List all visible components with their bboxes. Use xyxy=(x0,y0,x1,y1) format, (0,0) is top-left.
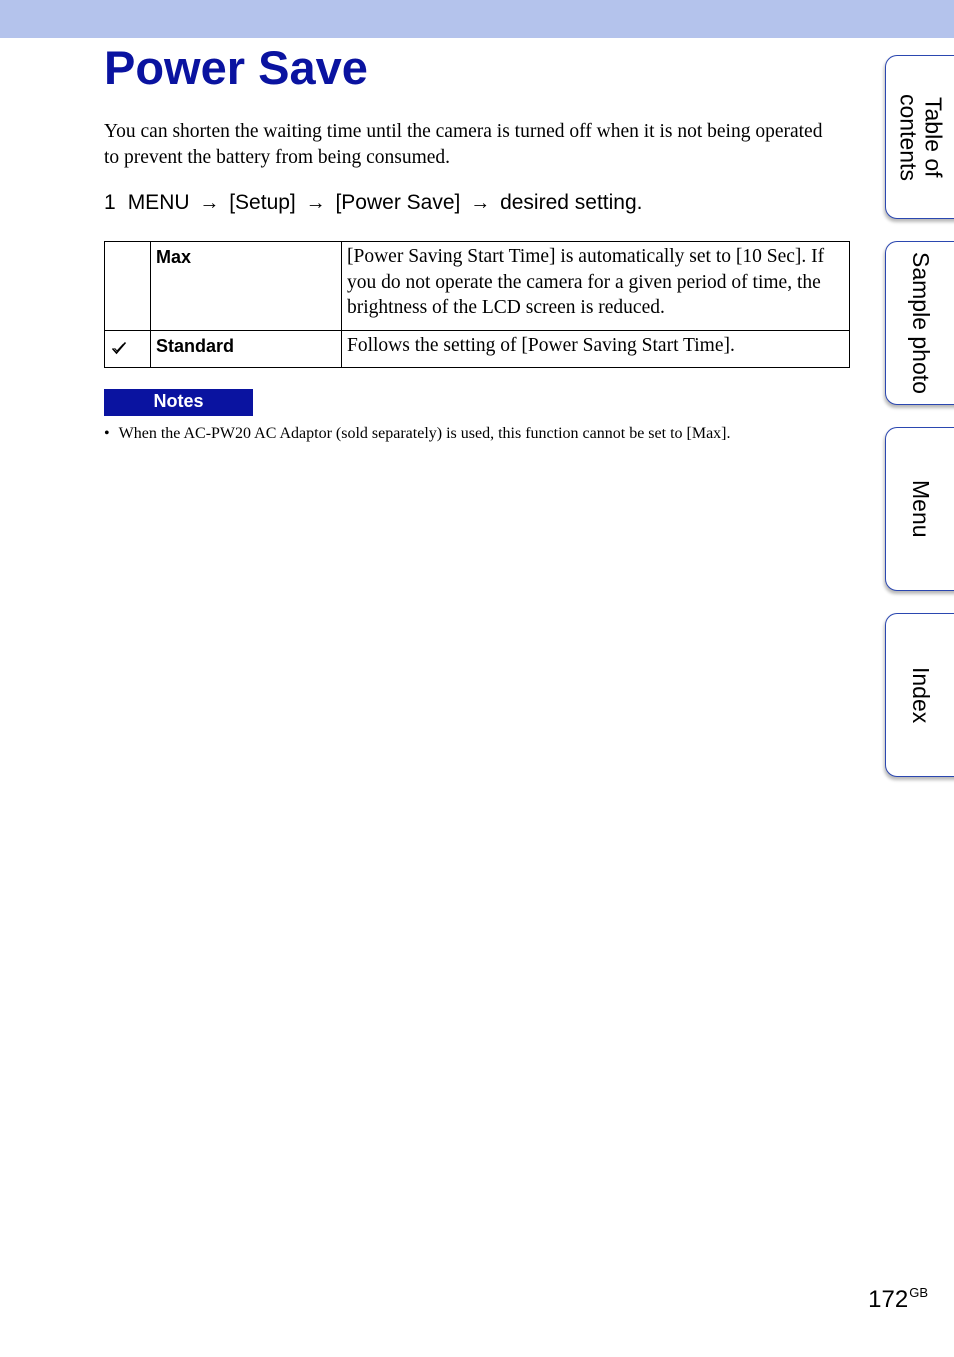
tab-label: Menu xyxy=(908,480,934,538)
intro-text: You can shorten the waiting time until the camera is turned off when it is not being operated to prevent the battery from being consumed. xyxy=(104,121,823,168)
step-desired-setting: desired setting. xyxy=(500,191,643,214)
notes-badge: Notes xyxy=(104,389,253,416)
menu-step xyxy=(104,189,642,217)
table-row xyxy=(105,242,850,331)
step-number: 1 xyxy=(104,191,116,214)
tab-label: Index xyxy=(908,666,934,724)
arrow-right-icon: → xyxy=(305,192,326,214)
tab-sample-photo[interactable] xyxy=(885,241,954,405)
setting-name: Standard xyxy=(151,331,342,368)
settings-table xyxy=(104,241,850,368)
setting-description: Follows the setting of [Power Saving Start Time]. xyxy=(342,331,850,368)
checkmark-icon xyxy=(111,341,127,355)
setting-description: [Power Saving Start Time] is automatically set to [10 Sec]. If you do not operate the camera for a given period of time, the brightness of the LCD screen is reduced. xyxy=(342,242,850,331)
note-text: When the AC-PW20 AC Adaptor (sold separately) is used, this function cannot be set to [Max]. xyxy=(118,425,731,442)
step-power-save: [Power Save] xyxy=(335,191,461,214)
bullet: • xyxy=(104,425,110,442)
tab-table-of-contents[interactable] xyxy=(885,55,954,219)
setting-name: Max xyxy=(151,242,342,331)
header-band xyxy=(0,0,954,38)
arrow-right-icon: → xyxy=(199,192,220,214)
default-mark-cell xyxy=(105,331,151,368)
default-mark-cell xyxy=(105,242,151,331)
tab-label: Sample photo xyxy=(908,252,934,394)
tab-label: Table of contents xyxy=(895,93,947,181)
page-number-value: 172 xyxy=(868,1286,909,1313)
page-number xyxy=(868,1278,928,1315)
step-menu: MENU xyxy=(127,191,190,214)
note-item xyxy=(104,423,844,445)
step-setup: [Setup] xyxy=(229,191,296,214)
tab-menu[interactable] xyxy=(885,427,954,591)
page-title: Power Save xyxy=(104,41,368,94)
page-number-suffix: GB xyxy=(909,1285,928,1300)
arrow-right-icon: → xyxy=(470,192,491,214)
table-row xyxy=(105,331,850,368)
tab-index[interactable] xyxy=(885,613,954,777)
